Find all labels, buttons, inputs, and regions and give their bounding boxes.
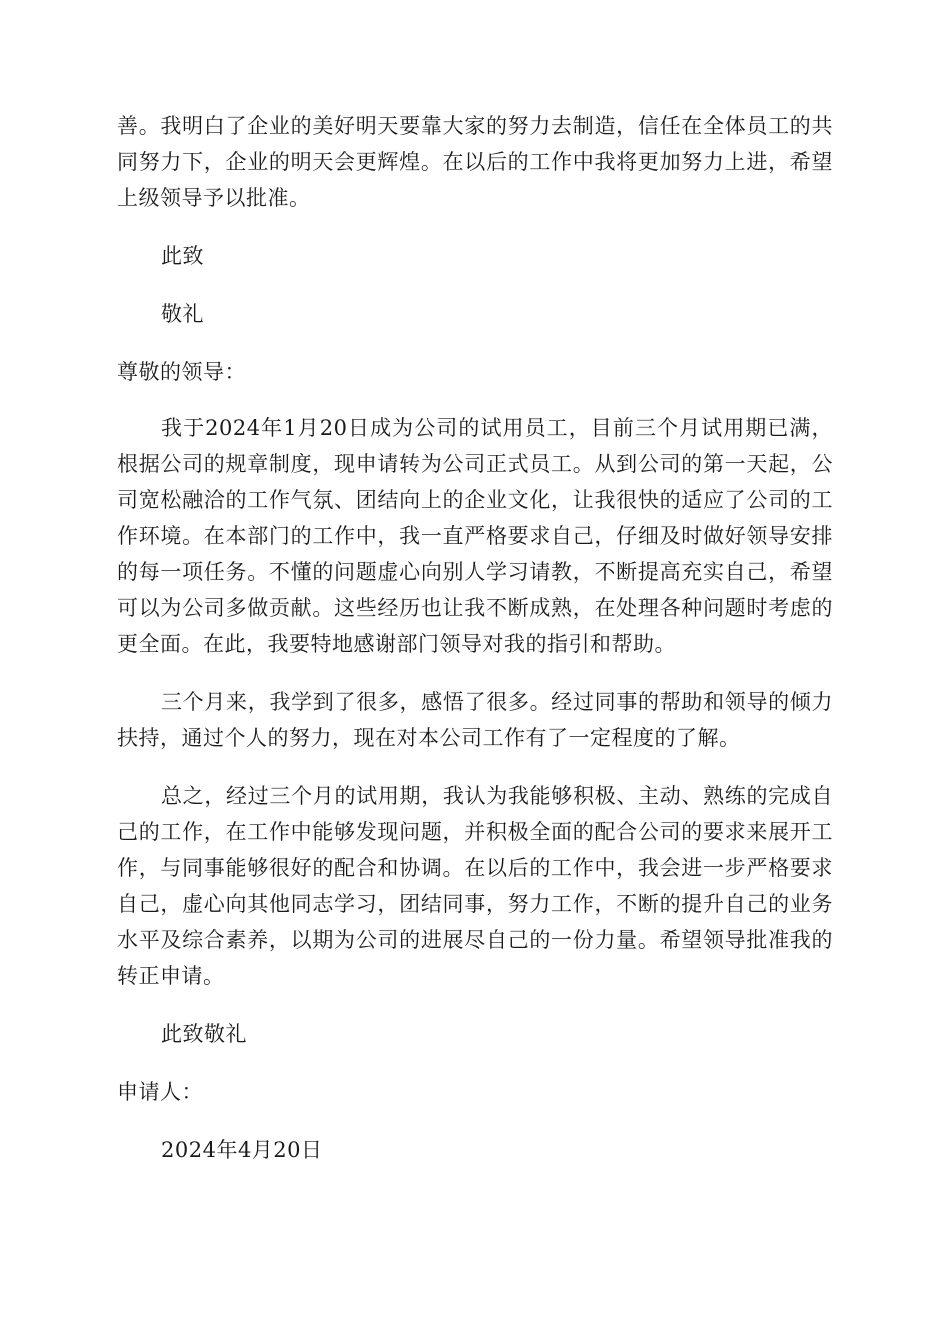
- salutation: 尊敬的领导：: [117, 360, 246, 384]
- body-paragraph-2: 三个月来，我学到了很多，感悟了很多。经过同事的帮助和领导的倾力扶持，通过个人的努力，现在对本公司工作有了一定程度的了解。: [117, 690, 833, 750]
- previous-letter-tail: 善。我明白了企业的美好明天要靠大家的努力去制造，信任在全体员工的共同努力下，企业的明天会更辉煌。在以后的工作中我将更加努力上进，希望上级领导予以批准。: [117, 114, 833, 210]
- date: 2024年4月20日: [161, 1138, 323, 1162]
- body-paragraph-1: 我于2024年1月20日成为公司的试用员工，目前三个月试用期已满，根据公司的规章制度，现申请转为公司正式员工。从到公司的第一天起，公司宽松融洽的工作气氛、团结向上的企业文化，让我很快的适应了公司的工作环境。在本部门的工作中，我一直严格要求自己，仔细及时做好领导安排的每一项任务。不懂的问题虚心向别人学习请教，不断提高充实自己，希望可以为公司多做贡献。这些经历也让我不断成熟，在处理各种问题时考虑的更全面。在此，我要特地感谢部门领导对我的指引和帮助。: [117, 416, 833, 656]
- document-page: [117, 108, 833, 1168]
- body-paragraph-3: 总之，经过三个月的试用期，我认为我能够积极、主动、熟练的完成自己的工作，在工作中能够发现问题，并积极全面的配合公司的要求来展开工作，与同事能够很好的配合和协调。在以后的工作中，我会进一步严格要求自己，虚心向其他同志学习，团结同事，努力工作，不断的提升自己的业务水平及综合素养，以期为公司的进展尽自己的一份力量。希望领导批准我的转正申请。: [117, 784, 833, 988]
- closing: 此致敬礼: [161, 1022, 247, 1046]
- previous-closing-2: 敬礼: [161, 302, 204, 326]
- applicant-label: 申请人：: [117, 1080, 203, 1104]
- previous-closing-1: 此致: [161, 244, 204, 268]
